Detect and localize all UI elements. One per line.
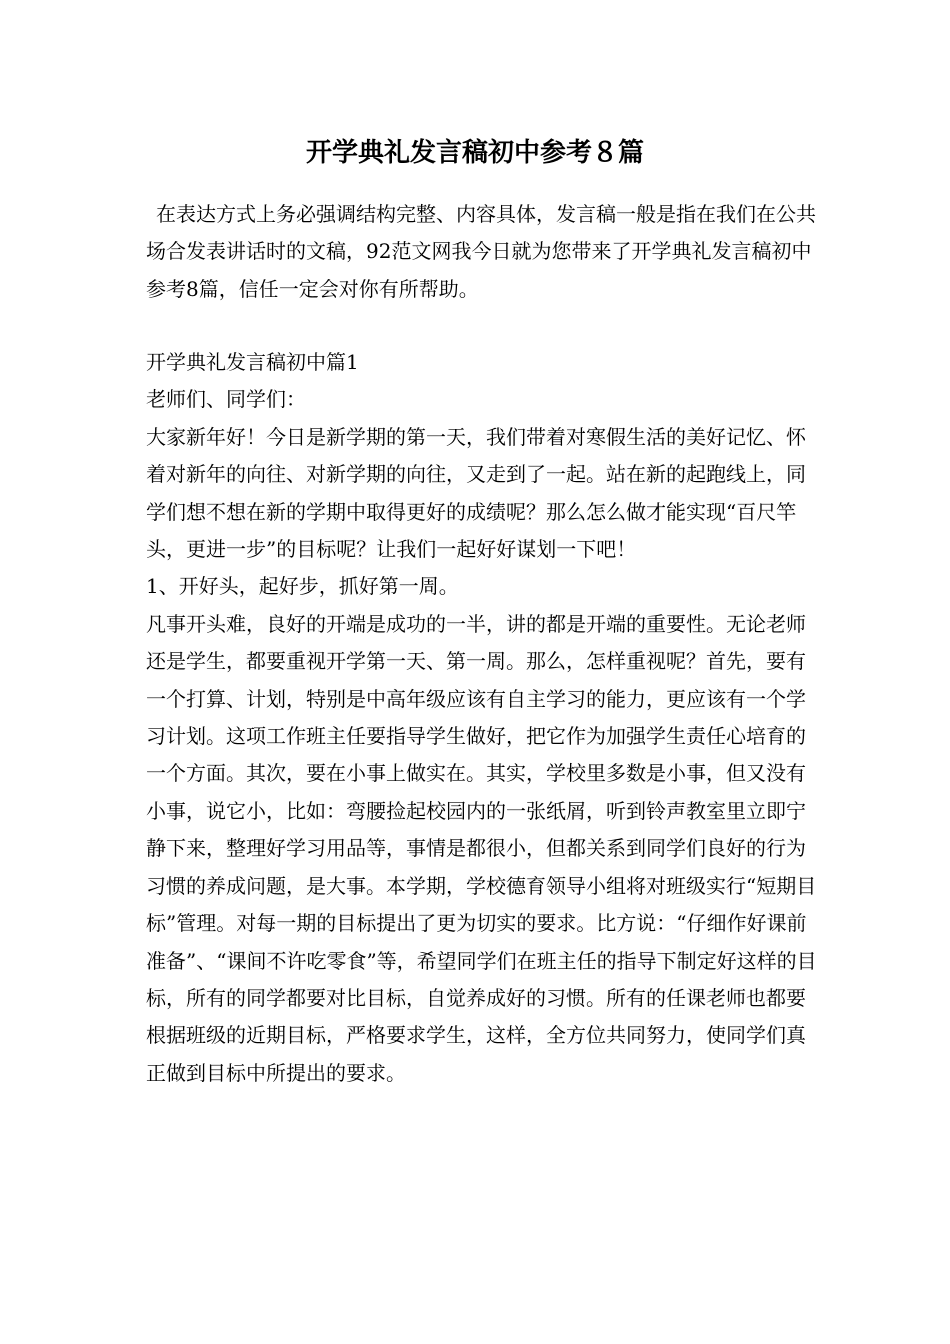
paragraph-2: 凡事开头难，良好的开端是成功的一半，讲的都是开端的重要性。无论老师还是学生，都要重视开学第一天、第一周。那么，怎样重视呢？首先，要有一个打算、计划，特别是中高年级应该有自主学习的能力，更应该有一个学习计划。这项工作班主任要指导学生做好，把它作为加强学生责任心培育的一个方面。其次，要在小事上做实在。其实，学校里多数是小事，但又没有小事，说它小，比如：弯腰捡起校园内的一张纸屑，听到铃声教室里立即宁静下来，整理好学习用品等，事情是都很小，但都关系到同学们良好的行为习惯的养成问题，是大事。本学期，学校德育领导小组将对班级实行“短期目标”管理。对每一期的目标提出了更为切实的要求。比方说：“仔细作好课前准备”、“课间不许吃零食”等，希望同学们在班主任的指导下制定好这样的目标，所有的同学都要对比目标，自觉养成好的习惯。所有的任课老师也都要根据班级的近期目标，严格要求学生，这样，全方位共同努力，使同学们真正做到目标中所提出的要求。	[146, 611, 817, 1085]
paragraph-1: 大家新年好！今日是新学期的第一天，我们带着对寒假生活的美好记忆、怀着对新年的向往、对新学期的向往，又走到了一起。站在新的起跑线上，同学们想不想在新的学期中取得更好的成绩呢？那么怎么做才能实现“百尺竿头，更进一步”的目标呢？让我们一起好好谋划一下吧！	[146, 424, 806, 562]
point-1-heading: 1、开好头，起好步，抓好第一周。	[146, 574, 459, 599]
greeting: 老师们、同学们：	[146, 387, 306, 412]
section-heading: 开学典礼发言稿初中篇1	[146, 350, 359, 374]
document-title: 开学典礼发言稿初中参考８篇	[305, 138, 644, 168]
intro-paragraph: 在表达方式上务必强调结构完整、内容具体，发言稿一般是指在我们在公共场合发表讲话时的文稿，92范文网我今日就为您带来了开学典礼发言稿初中参考8篇，信任一定会对你有所帮助。	[146, 202, 816, 301]
document-content	[146, 344, 818, 1092]
